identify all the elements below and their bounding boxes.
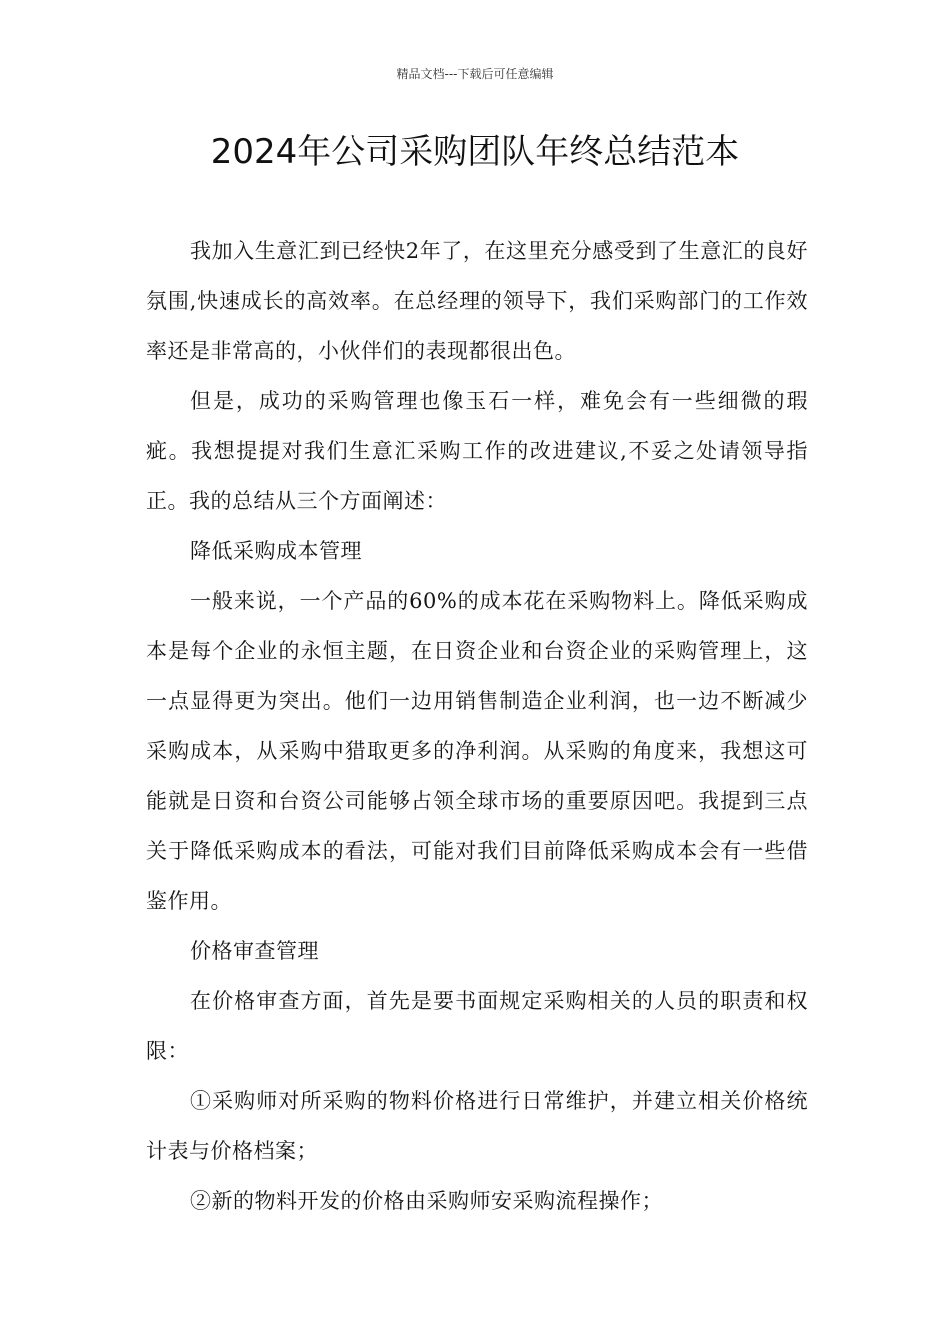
list-item-1: ①采购师对所采购的物料价格进行日常维护，并建立相关价格统计表与价格档案； — [146, 1089, 808, 1163]
section-heading-cost: 降低采购成本管理 — [190, 539, 362, 563]
page-header: 精品文档---下载后可任意编辑 — [396, 67, 554, 81]
paragraph-suggestions: 但是，成功的采购管理也像玉石一样，难免会有一些细微的瑕疵。我想提提对我们生意汇采购工作的改进建议,不妥之处请领导指正。我的总结从三个方面阐述： — [146, 389, 808, 513]
paragraph-cost: 一般来说，一个产品的60%的成本花在采购物料上。降低采购成本是每个企业的永恒主题，在日资企业和台资企业的采购管理上，这一点显得更为突出。他们一边用销售制造企业利润，也一边不断减少采购成本，从采购中猎取更多的净利润。从采购的角度来，我想这可能就是日资和台资公司能够占领全球市场的重要原因吧。我提到三点关于降低采购成本的看法，可能对我们目前降低采购成本会有一些借鉴作用。 — [146, 589, 808, 913]
list-item-2: ②新的物料开发的价格由采购师安采购流程操作； — [190, 1189, 663, 1213]
paragraph-intro: 我加入生意汇到已经快2年了，在这里充分感受到了生意汇的良好氛围,快速成长的高效率。在总经理的领导下，我们采购部门的工作效率还是非常高的，小伙伴们的表现都很出色。 — [146, 239, 808, 363]
document-body — [146, 226, 808, 1226]
section-heading-price-review: 价格审查管理 — [190, 939, 319, 963]
paragraph-price-review: 在价格审查方面，首先是要书面规定采购相关的人员的职责和权限： — [146, 989, 808, 1063]
document-title: 2024年公司采购团队年终总结范本 — [210, 132, 740, 172]
